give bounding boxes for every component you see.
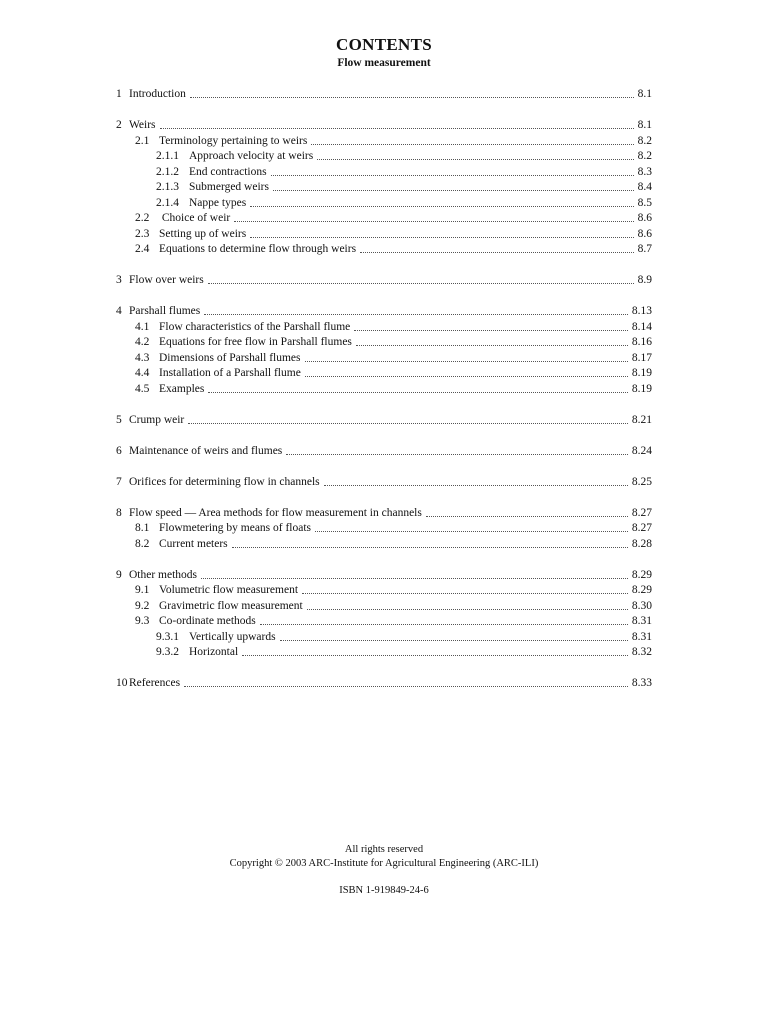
dot-leader <box>184 686 628 687</box>
dot-leader <box>260 624 628 625</box>
toc-entry-page: 8.13 <box>631 305 652 317</box>
page-subtitle: Flow measurement <box>337 57 431 69</box>
toc-entry-label: Examples <box>159 382 205 395</box>
toc-entry-number: 1 <box>116 88 122 100</box>
toc-entry <box>116 381 652 396</box>
toc-entry <box>116 241 652 256</box>
toc-entry-number: 9.2 <box>135 599 150 612</box>
toc-entry-label: Flowmetering by means of floats <box>159 522 312 534</box>
dot-leader <box>208 392 628 393</box>
toc-entry <box>116 443 652 458</box>
toc-entry-number: 8 <box>116 506 122 519</box>
toc-entry <box>116 567 652 582</box>
toc-entry-label: Choice of weir <box>159 212 231 224</box>
toc-entry-label: Parshall flumes <box>129 305 201 317</box>
dot-leader <box>354 330 628 331</box>
toc-entry-number: 4.5 <box>135 382 150 395</box>
toc-entry-number: 6 <box>116 444 122 457</box>
toc-entry <box>116 179 652 194</box>
toc-entry-page: 8.31 <box>631 615 652 627</box>
toc-entry <box>116 520 652 535</box>
toc-entry-page: 8.17 <box>631 351 652 364</box>
toc-entry-page: 8.7 <box>637 243 652 255</box>
dot-leader <box>286 454 628 455</box>
toc-entry-page: 8.27 <box>631 522 652 534</box>
toc-entry-label: Flow over weirs <box>129 274 204 286</box>
dot-leader <box>250 237 633 238</box>
dot-leader <box>188 423 628 424</box>
toc-entry-label: Dimensions of Parshall flumes <box>159 351 301 364</box>
toc-entry-page: 8.21 <box>631 413 652 426</box>
toc-entry-page: 8.33 <box>631 677 652 689</box>
toc-entry-number: 10 <box>116 677 128 689</box>
toc-entry-number: 2.1.3 <box>156 181 179 193</box>
toc-entry-label: Vertically upwards <box>189 630 276 643</box>
toc-entry <box>116 644 652 659</box>
toc-entry <box>116 675 652 690</box>
toc-entry <box>116 164 652 179</box>
toc-entry-label: Co-ordinate methods <box>159 615 256 627</box>
dot-leader <box>201 578 628 579</box>
toc-entry-page: 8.27 <box>631 506 652 519</box>
toc-entry <box>116 536 652 551</box>
toc-entry-page: 8.2 <box>637 150 652 162</box>
toc-entry-number: 2.1.2 <box>156 165 179 178</box>
toc-entry-number: 9.1 <box>135 584 150 596</box>
toc-entry-label: Equations to determine flow through weirs <box>159 243 357 255</box>
toc-entry <box>116 334 652 349</box>
toc-entry-number: 2.4 <box>135 243 150 255</box>
toc-entry <box>116 350 652 365</box>
toc-entry-number: 9.3.2 <box>156 646 179 658</box>
toc-entry <box>116 195 652 210</box>
toc-entry <box>116 226 652 241</box>
dot-leader <box>360 252 634 253</box>
toc-entry-page: 8.1 <box>637 119 652 131</box>
toc-entry-label: Weirs <box>129 119 156 131</box>
toc-entry-label: Approach velocity at weirs <box>189 150 314 162</box>
toc-entry-page: 8.19 <box>631 382 652 395</box>
toc-entry-number: 2 <box>116 119 122 131</box>
toc-entry-number: 9.3.1 <box>156 630 179 643</box>
toc-entry-label: Maintenance of weirs and flumes <box>129 444 283 457</box>
toc-entry-label: Gravimetric flow measurement <box>159 599 303 612</box>
toc-entry-label: Flow speed — Area methods for flow measurement in channels <box>129 506 422 519</box>
toc-entry-label: Introduction <box>129 88 186 100</box>
toc-entry-number: 8.1 <box>135 522 150 534</box>
dot-leader <box>311 144 633 145</box>
dot-leader <box>190 97 634 98</box>
toc-entry-page: 8.3 <box>637 165 652 178</box>
toc-entry-number: 9.3 <box>135 615 150 627</box>
dot-leader <box>302 593 628 594</box>
toc-entry-page: 8.28 <box>631 537 652 550</box>
toc-entry <box>116 272 652 287</box>
toc-entry-number: 2.2 <box>135 212 150 224</box>
toc-entry-label: Terminology pertaining to weirs <box>159 134 308 147</box>
rights-notice: All rights reserved <box>344 844 424 855</box>
toc-entry-page: 8.14 <box>631 320 652 333</box>
dot-leader <box>234 221 633 222</box>
toc-entry-label: Orifices for determining flow in channels <box>129 475 320 488</box>
toc-entry-number: 2.1 <box>135 134 150 147</box>
dot-leader <box>426 516 628 517</box>
toc-entry <box>116 505 652 520</box>
toc-entry <box>116 365 652 380</box>
dot-leader <box>305 376 628 377</box>
toc-entry-label: Current meters <box>159 537 228 550</box>
toc-entry-page: 8.5 <box>637 196 652 209</box>
toc-entry-label: Other methods <box>129 568 198 581</box>
toc-entry-page: 8.1 <box>637 88 652 100</box>
toc-entry-number: 5 <box>116 413 122 426</box>
dot-leader <box>204 314 628 315</box>
toc-entry-label: Horizontal <box>189 646 239 658</box>
toc-entry-page: 8.32 <box>631 646 652 658</box>
dot-leader <box>160 128 634 129</box>
toc-entry-number: 4 <box>116 305 122 317</box>
toc-entry-page: 8.24 <box>631 444 652 457</box>
toc-entry-number: 2.1.1 <box>156 150 179 162</box>
toc-entry-number: 8.2 <box>135 537 150 550</box>
dot-leader <box>317 159 633 160</box>
toc-entry <box>116 412 652 427</box>
dot-leader <box>271 175 634 176</box>
toc-entry-number: 9 <box>116 568 122 581</box>
dot-leader <box>356 345 628 346</box>
toc-entry-label: References <box>129 677 181 689</box>
toc-entry-label: Flow characteristics of the Parshall flume <box>159 320 351 333</box>
toc-entry <box>116 613 652 628</box>
toc-entry-page: 8.4 <box>637 181 652 193</box>
toc-entry-number: 4.4 <box>135 367 150 379</box>
toc-entry-label: Submerged weirs <box>189 181 269 193</box>
dot-leader <box>305 361 628 362</box>
toc-entry <box>116 598 652 613</box>
toc-entry-number: 4.2 <box>135 336 150 348</box>
toc-entry-page: 8.31 <box>631 630 652 643</box>
dot-leader <box>232 547 628 548</box>
toc-entry <box>116 629 652 644</box>
dot-leader <box>250 206 633 207</box>
dot-leader <box>315 531 628 532</box>
dot-leader <box>208 283 634 284</box>
toc-entry-page: 8.30 <box>631 599 652 612</box>
toc-entry <box>116 86 652 101</box>
toc-entry <box>116 133 652 148</box>
toc-entry-page: 8.16 <box>631 336 652 348</box>
toc-entry-number: 3 <box>116 274 122 286</box>
toc-entry-page: 8.19 <box>631 367 652 379</box>
toc-entry <box>116 474 652 489</box>
dot-leader <box>307 609 628 610</box>
toc-entry-page: 8.9 <box>637 274 652 286</box>
toc-entry-number: 4.3 <box>135 351 150 364</box>
dot-leader <box>242 655 628 656</box>
toc-entry <box>116 117 652 132</box>
toc-entry-page: 8.29 <box>631 584 652 596</box>
toc-entry-label: Volumetric flow measurement <box>159 584 299 596</box>
dot-leader <box>280 640 628 641</box>
toc-entry-page: 8.29 <box>631 568 652 581</box>
page-title: CONTENTS <box>336 35 432 54</box>
toc-entry-label: Installation of a Parshall flume <box>159 367 301 379</box>
toc-entry <box>116 582 652 597</box>
toc-entry <box>116 148 652 163</box>
toc-entry-label: Equations for free flow in Parshall flumes <box>159 336 352 348</box>
toc-entry-page: 8.6 <box>637 227 652 240</box>
dot-leader <box>324 485 628 486</box>
toc-entry-label: Setting up of weirs <box>159 227 247 240</box>
toc-entry-page: 8.25 <box>631 475 652 488</box>
toc-entry <box>116 319 652 334</box>
toc-entry-page: 8.2 <box>637 134 652 147</box>
toc-entry-number: 2.1.4 <box>156 196 179 209</box>
dot-leader <box>273 190 634 191</box>
toc-entry-label: Crump weir <box>129 413 185 426</box>
isbn-text: ISBN 1-919849-24-6 <box>339 885 429 896</box>
toc-entry <box>116 303 652 318</box>
toc-entry-page: 8.6 <box>637 212 652 224</box>
copyright-notice: Copyright © 2003 ARC-Institute for Agricultural Engineering (ARC-ILI) <box>229 858 539 869</box>
toc-entry-label: End contractions <box>189 165 267 178</box>
toc-entry-number: 2.3 <box>135 227 150 240</box>
toc-entry-number: 4.1 <box>135 320 150 333</box>
toc-entry-label: Nappe types <box>189 196 247 209</box>
toc-entry <box>116 210 652 225</box>
toc-entry-number: 7 <box>116 475 122 488</box>
